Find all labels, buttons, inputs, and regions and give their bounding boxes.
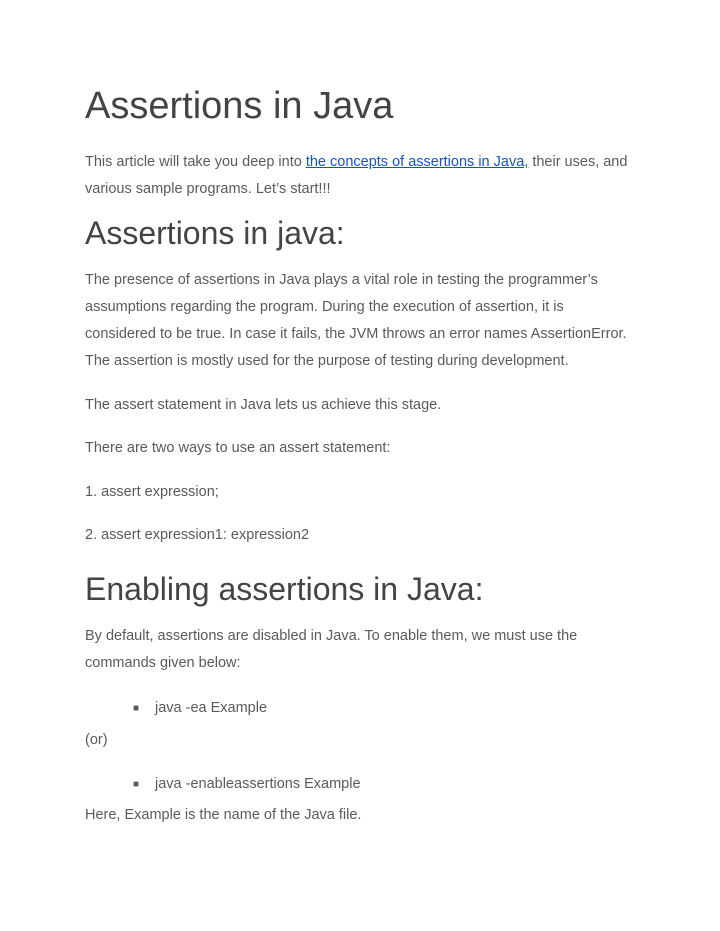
concepts-link[interactable]: the concepts of assertions in Java, [305, 154, 529, 170]
enabling-description-paragraph [85, 623, 645, 677]
assert-statement-paragraph: The assert statement in Java lets us achieve this stage. [85, 397, 442, 413]
bullet-text: java -enableassertions Example [155, 776, 361, 792]
or-separator: (or) [85, 732, 108, 748]
assert-form-item-2: 2. assert expression1: expression2 [85, 527, 310, 543]
bullet-item-enableassertions [133, 774, 361, 795]
square-bullet-icon: ■ [133, 779, 140, 790]
paragraph-line: assumptions regarding the program. During the execution of assertion, it is [85, 299, 564, 315]
paragraph-line: The presence of assertions in Java plays a vital role in testing the programmer’s [85, 272, 598, 288]
intro-paragraph [85, 149, 645, 203]
two-ways-paragraph: There are two ways to use an assert statement: [85, 440, 391, 456]
page-title: Assertions in Java [85, 85, 394, 127]
section-heading-assertions: Assertions in java: [85, 215, 345, 251]
assertions-description-paragraph [85, 267, 645, 375]
bullet-text: java -ea Example [155, 700, 268, 716]
closing-paragraph: Here, Example is the name of the Java file. [85, 807, 362, 823]
paragraph-line: The assertion is mostly used for the purpose of testing during development. [85, 353, 569, 369]
assert-form-item-1: 1. assert expression; [85, 484, 219, 500]
section-heading-enabling: Enabling assertions in Java: [85, 571, 484, 607]
paragraph-line: By default, assertions are disabled in Java. To enable them, we must use the [85, 628, 578, 644]
intro-text-start: This article will take you deep into [85, 154, 306, 170]
intro-line-1 [85, 149, 645, 176]
bullet-item-ea [133, 698, 267, 719]
paragraph-line: commands given below: [85, 655, 241, 671]
intro-line-2: various sample programs. Let’s start!!! [85, 181, 331, 197]
intro-text-end: their uses, and [528, 154, 628, 170]
paragraph-line: considered to be true. In case it fails, the JVM throws an error names AssertionError. [85, 326, 627, 342]
square-bullet-icon: ■ [133, 703, 140, 714]
